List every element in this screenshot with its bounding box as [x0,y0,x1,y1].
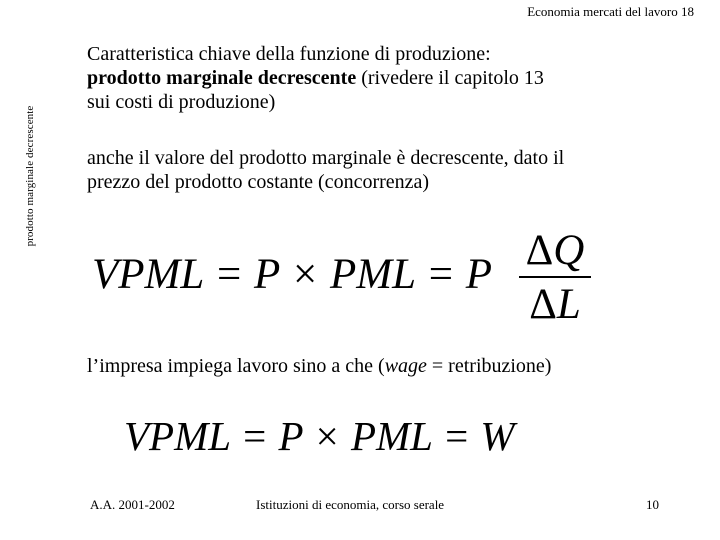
fraction-denominator [519,282,591,328]
vpml-formula-main: VPML = P × PML = P [92,251,493,298]
intro-line-2-rest: (rivedere il capitolo 13 [356,67,544,89]
wage-paragraph [87,354,687,378]
slide-header [527,4,694,20]
wage-text-before: l’impresa impiega lavoro sino a che ( [87,355,385,377]
wage-italic-word: wage [384,355,427,377]
header-number: 18 [681,4,694,19]
wage-text-after: = retribuzione) [426,355,552,377]
numerator-var: Q [553,227,585,274]
wage-formula: VPML = P × PML = W [124,413,515,459]
intro-line-3: sui costi di produzione) [87,91,276,113]
denominator-delta: Δ [529,281,557,328]
vpml-line-2: prezzo del prodotto costante (concorrenza) [87,171,430,193]
footer-course: Istituzioni di economia, corso serale [256,497,445,512]
denominator-var: L [556,281,581,328]
intro-bold-term: prodotto marginale decrescente [87,67,357,89]
header-title: Economia mercati del lavoro [527,4,678,19]
vpml-line-1: anche il valore del prodotto marginale è decrescente, dato il [87,147,565,169]
numerator-delta: Δ [525,227,554,274]
footer-academic-year: A.A. 2001-2002 [90,497,175,512]
delta-fraction [519,228,591,328]
intro-paragraph [87,42,687,114]
fraction-numerator [519,228,591,274]
footer-page-number: 10 [646,497,659,512]
fraction-bar [519,276,591,278]
side-label: prodotto marginale decrescente [24,105,36,247]
intro-line-1: Caratteristica chiave della funzione di produzione: [87,43,491,65]
vpml-paragraph [87,146,687,194]
